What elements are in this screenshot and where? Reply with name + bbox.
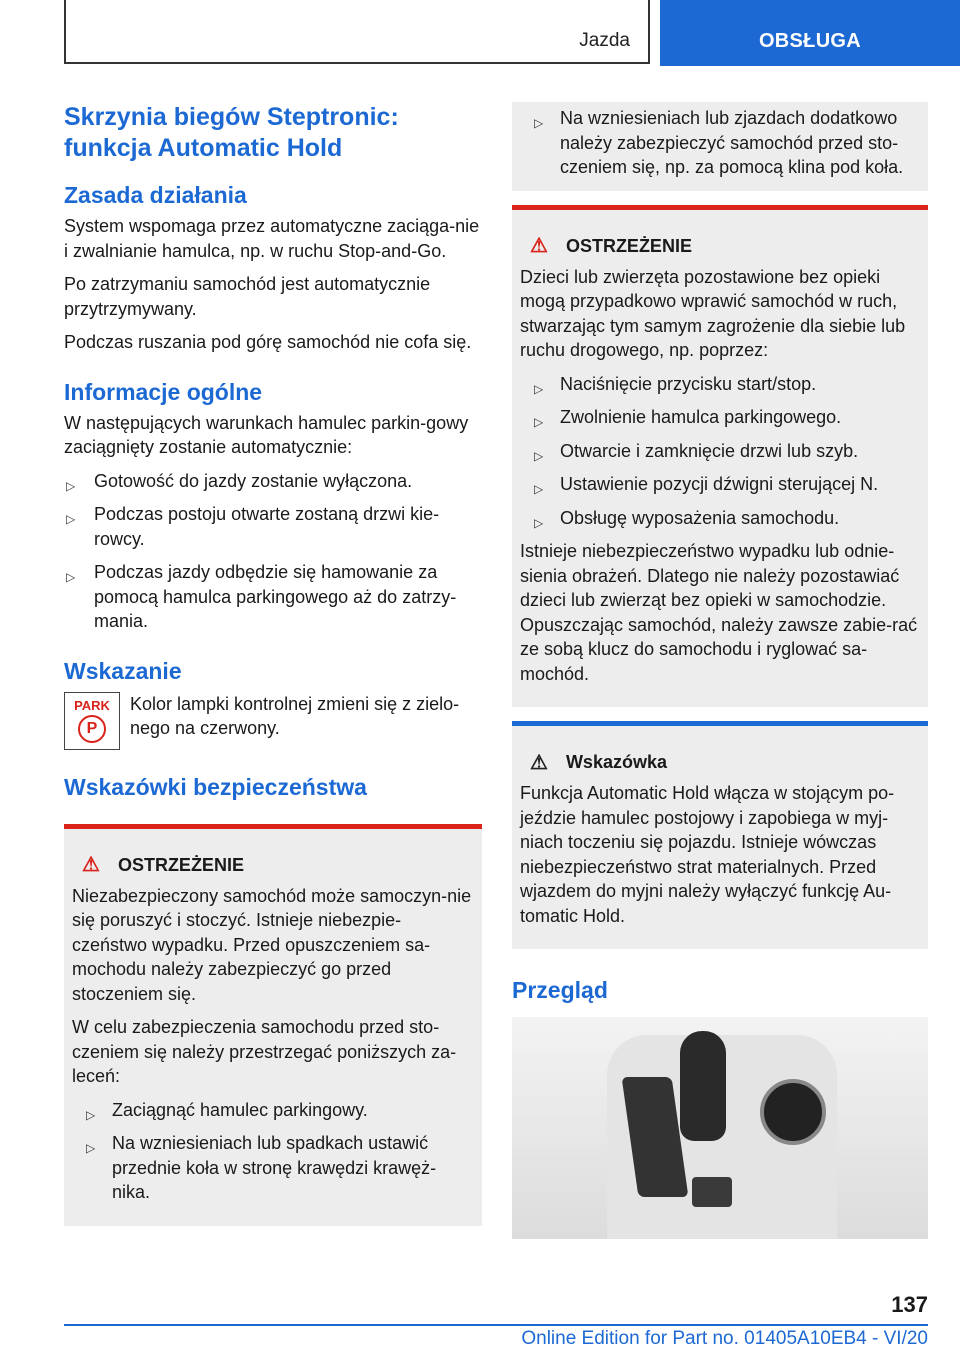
triangle-bullet-icon: ▷ bbox=[534, 116, 544, 130]
page-header bbox=[0, 0, 960, 66]
list-item: ▷ Naciśnięcie przycisku start/stop. bbox=[520, 372, 920, 397]
general-intro: W następujących warunkach hamulec parkin-gowy zaciągnięty zostanie automatycznie: bbox=[64, 412, 469, 457]
general-list bbox=[64, 469, 482, 634]
principle-heading: Zasada działania bbox=[64, 182, 247, 208]
safety-heading: Wskazówki bezpieczeństwa bbox=[64, 773, 367, 800]
warning-paragraph: Dzieci lub zwierzęta pozostawione bez opieki mogą przypadkowo wprawić samochód w ruch, stwarzając tym samym zagrożenie dla siebie lub ruchu drogowego, np. poprzez: bbox=[520, 266, 906, 360]
list-item: ▷ Ustawienie pozycji dźwigni sterującej N. bbox=[520, 472, 920, 497]
list-item: ▷ Na wzniesieniach lub spadkach ustawić przednie koła w stronę krawędzi krawęż-nika. bbox=[86, 1133, 437, 1202]
triangle-bullet-icon: ▷ bbox=[534, 515, 544, 530]
triangle-bullet-icon: ▷ bbox=[534, 381, 544, 396]
triangle-bullet-icon: ▷ bbox=[66, 512, 76, 526]
header-chapter-label: OBSŁUGA bbox=[758, 30, 862, 52]
triangle-bullet-icon: ▷ bbox=[66, 570, 76, 584]
triangle-bullet-icon: ▷ bbox=[534, 448, 544, 463]
principle-paragraph: Podczas ruszania pod górę samochód nie cofa się. bbox=[64, 332, 472, 352]
left-column bbox=[64, 102, 482, 1226]
footer-divider bbox=[64, 1324, 928, 1326]
park-brake-icon: PARK P bbox=[64, 692, 120, 750]
indicator-block bbox=[64, 692, 482, 750]
parking-brake-switch bbox=[692, 1177, 732, 1207]
warning-paragraph: Niezabezpieczony samochód może samoczyn-nie się poruszyć i stoczyć. Istnieje niebezpie-czeństwo wypadku. Przed opuszczeniem sa-mochodu należy zabezpieczyć go przed stoczeniem się. bbox=[72, 885, 472, 1004]
overview-heading: Przegląd bbox=[512, 977, 608, 1003]
header-section-title: Jazda bbox=[579, 30, 630, 51]
warning-triangle-icon: ⚠ bbox=[530, 235, 548, 257]
list-item: ▷ Otwarcie i zamknięcie drzwi lub szyb. bbox=[520, 439, 920, 464]
principle-paragraph: System wspomaga przez automatyczne zaciąga-nie i zwalnianie hamulca, np. w ruchu Stop-and-Go. bbox=[64, 216, 480, 261]
page-title: Skrzynia biegów Steptronic: funkcja Automatic Hold bbox=[64, 103, 399, 162]
list-item: ▷ Podczas jazdy odbędzie się hamowanie za pomocą hamulca parkingowego aż do zatrzy-mania. bbox=[66, 562, 457, 631]
gear-lever bbox=[680, 1031, 726, 1141]
triangle-bullet-icon: ▷ bbox=[534, 482, 544, 496]
warning-list bbox=[520, 372, 920, 531]
gear-selector-photo bbox=[512, 1017, 928, 1239]
hint-box bbox=[512, 721, 928, 949]
right-column bbox=[512, 102, 928, 1239]
principle-paragraph: Po zatrzymaniu samochód jest automatycznie przytrzymywany. bbox=[64, 274, 431, 319]
list-item: ▷ Zwolnienie hamulca parkingowego. bbox=[520, 405, 920, 430]
triangle-bullet-icon: ▷ bbox=[66, 478, 76, 493]
warning-triangle-icon: ⚠ bbox=[82, 854, 100, 876]
warning-title: ⚠ OSTRZEŻENIE bbox=[82, 854, 244, 876]
warning-box-children bbox=[512, 205, 928, 708]
list-item: ▷ Zaciągnąć hamulec parkingowy. bbox=[72, 1098, 474, 1123]
edition-note: Online Edition for Part no. 01405A10EB4 - VI/20 bbox=[521, 1328, 928, 1349]
warning-title: ⚠ OSTRZEŻENIE bbox=[530, 235, 692, 257]
general-heading: Informacje ogólne bbox=[64, 378, 263, 405]
warning-continuation-list bbox=[520, 106, 920, 180]
hint-title: ⚠ Wskazówka bbox=[530, 751, 667, 774]
warning-triangle-icon: ⚠ bbox=[530, 751, 548, 774]
indicator-text: Kolor lampki kontrolnej zmieni się z zielo-nego na czerwony. bbox=[130, 693, 460, 738]
list-item: ▷ Obsługę wyposażenia samochodu. bbox=[520, 506, 920, 531]
header-section-box bbox=[64, 0, 650, 64]
warning-list bbox=[72, 1098, 474, 1205]
hint-paragraph: Funkcja Automatic Hold włącza w stojącym po-jeździe hamulec postojowy i zapobiega w myj-niach toczeniu się pojazdu. Istnieje wówczas niebezpieczeństwo strat materialnych. Przed wjazdem do myjni należy wyłączyć funkcję Au-tomatic Hold. bbox=[520, 783, 895, 926]
page-number: 137 bbox=[891, 1292, 928, 1317]
warning-continuation-box bbox=[512, 102, 928, 191]
triangle-bullet-icon: ▷ bbox=[86, 1141, 96, 1155]
list-item: ▷ Gotowość do jazdy zostanie wyłączona. bbox=[64, 469, 482, 494]
triangle-bullet-icon: ▷ bbox=[534, 415, 544, 429]
indicator-heading: Wskazanie bbox=[64, 657, 182, 684]
triangle-bullet-icon: ▷ bbox=[86, 1107, 96, 1122]
warning-paragraph: W celu zabezpieczenia samochodu przed sto-czeniem się należy przestrzegać poniższych za-leceń: bbox=[72, 1017, 457, 1086]
warning-box bbox=[64, 824, 482, 1226]
warning-paragraph: Istnieje niebezpieczeństwo wypadku lub odnie-sienia obrażeń. Dlatego nie należy pozostawiać dzieci lub zwierząt bez opieki w samochodzie. Opuszczając samochód, należy zawsze zabie-rać ze sobą klucz do samochodu i ryglować sa-mochód. bbox=[520, 541, 918, 684]
list-item: ▷ Podczas postoju otwarte zostaną drzwi kie-rowcy. bbox=[66, 504, 440, 549]
idrive-controller bbox=[760, 1079, 826, 1145]
header-chapter-tab[interactable] bbox=[660, 0, 960, 66]
list-item: ▷ Na wzniesieniach lub zjazdach dodatkowo należy zabezpieczyć samochód przed sto-czeniem się, np. za pomocą klina pod koła. bbox=[534, 108, 904, 177]
